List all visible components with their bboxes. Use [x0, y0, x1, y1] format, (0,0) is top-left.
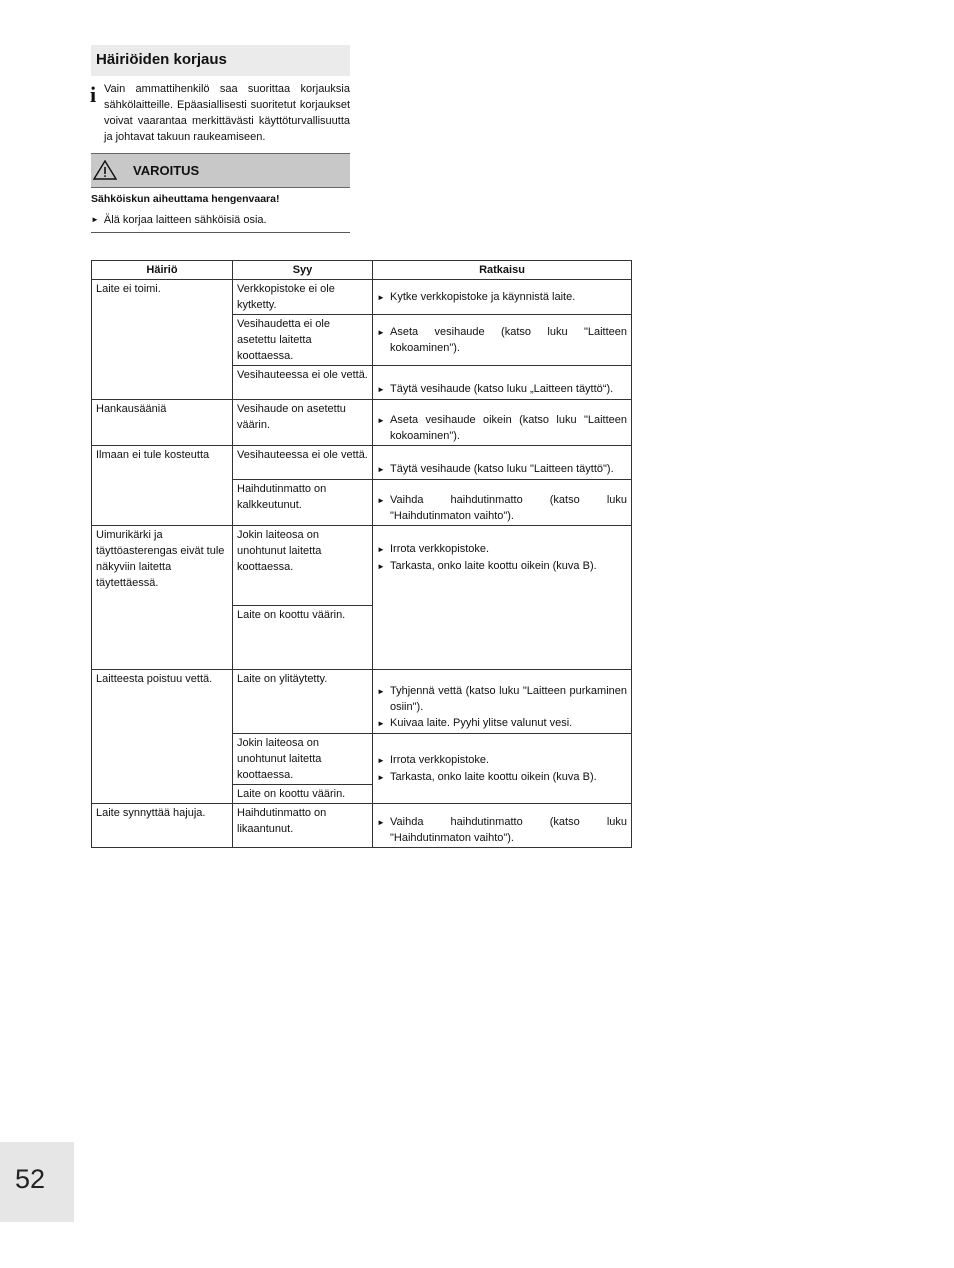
cause-cell: Laite on ylitäytetty.: [233, 670, 373, 734]
bullet-icon: ►: [377, 755, 385, 765]
warning-label: VAROITUS: [133, 163, 200, 178]
issue-cell: Laite synnyttää hajuja.: [92, 804, 233, 848]
table-row: [92, 670, 632, 734]
warning-triangle-icon: [93, 160, 117, 180]
warning-title: Sähköiskun aiheuttama hengenvaara!: [91, 193, 280, 205]
table-row: [92, 804, 632, 848]
section-heading-box: [91, 45, 350, 76]
warning-item: ► Älä korjaa laitteen sähköisiä osia.: [91, 214, 267, 226]
bullet-icon: ►: [377, 292, 385, 302]
bullet-icon: ►: [377, 719, 385, 728]
column-header-cause: Syy: [233, 261, 373, 280]
cause-cell: Verkkopistoke ei ole kytketty.: [233, 280, 373, 315]
column-header-fix: Ratkaisu: [373, 261, 632, 280]
fix-cell: ► Täytä vesihaude (katso luku "Laitteen täyttö").: [373, 446, 632, 480]
cause-cell: Vesihauteessa ei ole vettä.: [233, 366, 373, 400]
column-header-issue: Häiriö: [92, 261, 233, 280]
cause-cell: Vesihaudetta ei ole asetettu laitetta koottaessa.: [233, 315, 373, 366]
table-row: [92, 400, 632, 446]
table-header-row: [92, 261, 632, 280]
issue-cell: Hankausääniä: [92, 400, 233, 446]
fix-cell: ► Vaihda haihdutinmatto (katso luku "Haihdutinmaton vaihto").: [373, 480, 632, 526]
cause-cell: Jokin laiteosa on unohtunut laitetta koottaessa.: [233, 734, 373, 785]
fix-cell: ► Vaihda haihdutinmatto (katso luku "Haihdutinmaton vaihto").: [373, 804, 632, 848]
fix-cell: ► Aseta vesihaude oikein (katso luku "Laitteen kokoaminen").: [373, 400, 632, 446]
table-row: [92, 446, 632, 480]
section-heading: Häiriöiden korjaus: [96, 51, 227, 68]
bullet-icon: ►: [91, 215, 99, 224]
troubleshooting-table: [91, 260, 632, 848]
fix-cell: ► Aseta vesihaude (katso luku "Laitteen kokoaminen").: [373, 315, 632, 366]
bullet-icon: ►: [377, 562, 385, 571]
fix-cell: ► Tyhjennä vettä (katso luku "Laitteen purkaminen osiin"). ► Kuivaa laite. Pyyhi ylitse valunut vesi.: [373, 670, 632, 734]
issue-cell: Laitteesta poistuu vettä.: [92, 670, 233, 804]
cause-cell: Haihdutinmatto on likaantunut.: [233, 804, 373, 848]
issue-cell: Uimurikärki ja täyttöasterengas eivät tule näkyviin laitetta täytettäessä.: [92, 526, 233, 670]
cause-cell: Vesihaude on asetettu väärin.: [233, 400, 373, 446]
bullet-icon: ►: [377, 818, 385, 827]
bullet-icon: ►: [377, 772, 385, 782]
page-number: 52: [15, 1164, 46, 1194]
issue-cell: Laite ei toimi.: [92, 280, 233, 400]
fix-cell: ► Kytke verkkopistoke ja käynnistä laite.: [373, 280, 632, 315]
cause-cell: Laite on koottu väärin.: [233, 606, 373, 670]
bullet-icon: ►: [377, 465, 385, 474]
warning-header: [91, 153, 350, 188]
info-text: Vain ammattihenkilö saa suorittaa korjauksia sähkölaitteille. Epäasiallisesti suoritetut korjaukset voivat vaarantaa merkittävästi käyttöturvallisuutta ja johtavat takuun raukeamiseen.: [104, 83, 350, 143]
fix-cell: ► Täytä vesihaude (katso luku „Laitteen täyttö“).: [373, 366, 632, 400]
bullet-icon: ►: [377, 687, 385, 696]
fix-cell: ► Irrota verkkopistoke. ► Tarkasta, onko laite koottu oikein (kuva B).: [373, 734, 632, 804]
bullet-icon: ►: [377, 545, 385, 554]
issue-cell: Ilmaan ei tule kosteutta: [92, 446, 233, 526]
cause-cell: Vesihauteessa ei ole vettä.: [233, 446, 373, 480]
cause-cell: Haihdutinmatto on kalkkeutunut.: [233, 480, 373, 526]
page-number-box: [0, 1142, 74, 1222]
fix-cell: ► Irrota verkkopistoke. ► Tarkasta, onko laite koottu oikein (kuva B).: [373, 526, 632, 670]
cause-cell: Laite on koottu väärin.: [233, 785, 373, 804]
divider: [91, 232, 350, 233]
info-icon: i: [90, 82, 97, 107]
bullet-icon: ►: [377, 385, 385, 394]
bullet-icon: ►: [377, 328, 385, 337]
table-row: [92, 526, 632, 606]
cause-cell: Jokin laiteosa on unohtunut laitetta koottaessa.: [233, 526, 373, 606]
bullet-icon: ►: [377, 416, 385, 425]
bullet-icon: ►: [377, 496, 385, 505]
table-row: [92, 280, 632, 315]
